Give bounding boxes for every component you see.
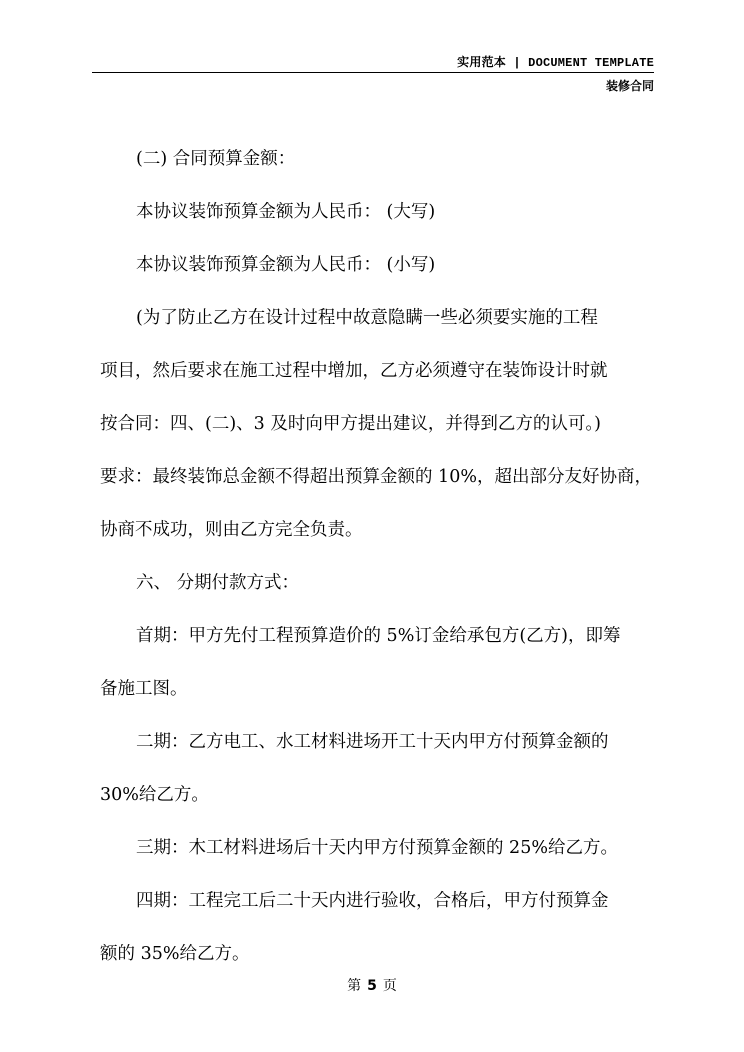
paragraph-fourth-phase-line-1: 四期：工程完工后二十天内进行验收，合格后，甲方付预算金 [136, 891, 609, 911]
section-heading-installments: 六、 分期付款方式： [136, 573, 300, 593]
paragraph-budget-uppercase: 本协议装饰预算金额为人民币： (大写) [136, 202, 436, 222]
paragraph-note-line-4: 要求：最终装饰总金额不得超出预算金额的 10%，超出部分友好协商， [100, 467, 652, 487]
paragraph-first-phase-line-2: 备施工图。 [100, 679, 188, 699]
paragraph-second-phase-line-1: 二期：乙方电工、水工材料进场开工十天内甲方付预算金额的 [136, 732, 609, 752]
page-number [0, 975, 744, 995]
page-number-suffix: 页 [382, 978, 397, 994]
paragraph-note-line-2: 项目，然后要求在施工过程中增加，乙方必须遵守在装饰设计时就 [100, 361, 608, 381]
paragraph-budget-heading: (二) 合同预算金额： [136, 149, 296, 169]
paragraph-first-phase-line-1: 首期：甲方先付工程预算造价的 5%订金给承包方(乙方)，即筹 [136, 626, 621, 646]
header-subtitle: 装修合同 [605, 79, 654, 93]
paragraph-third-phase: 三期：木工材料进场后十天内甲方付预算金额的 25%给乙方。 [136, 838, 618, 858]
paragraph-note-line-5: 协商不成功，则由乙方完全负责。 [100, 520, 363, 540]
header-divider [92, 72, 654, 73]
page-number-value: 5 [367, 978, 377, 994]
paragraph-fourth-phase-line-2: 额的 35%给乙方。 [100, 944, 250, 964]
paragraph-second-phase-line-2: 30%给乙方。 [100, 785, 209, 805]
header-title: 实用范本 | DOCUMENT TEMPLATE [457, 56, 654, 70]
paragraph-note-line-3: 按合同：四、(二)、3 及时向甲方提出建议，并得到乙方的认可。) [100, 414, 601, 434]
paragraph-note-line-1: (为了防止乙方在设计过程中故意隐瞒一些必须要实施的工程 [136, 308, 598, 328]
document-body [100, 138, 656, 976]
paragraph-budget-lowercase: 本协议装饰预算金额为人民币： (小写) [136, 255, 436, 275]
page-number-prefix: 第 [347, 978, 362, 994]
